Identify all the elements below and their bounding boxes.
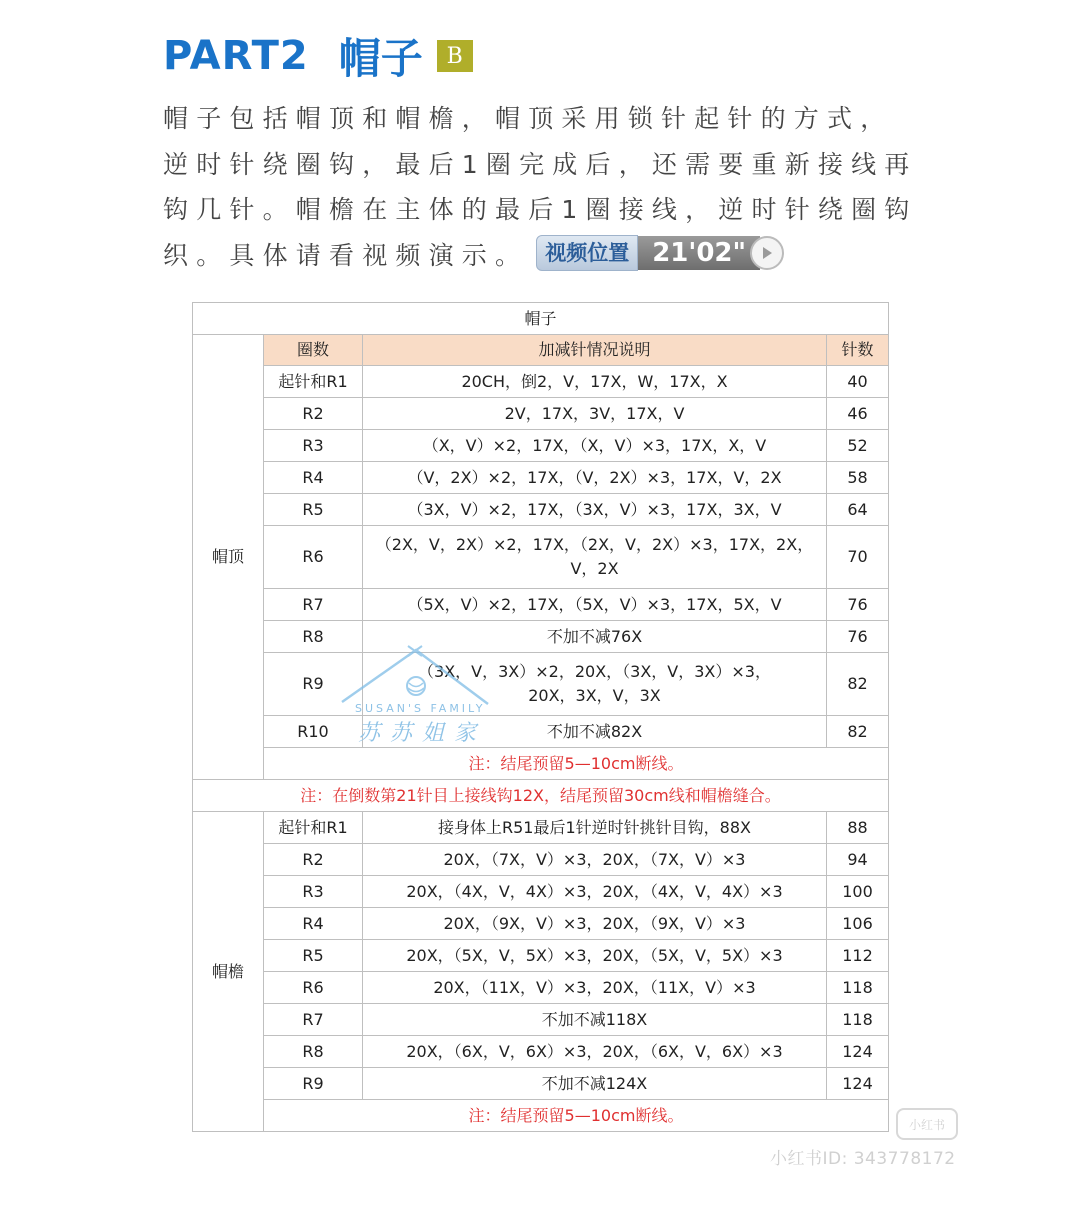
intro-text: 帽子包括帽顶和帽檐，帽顶采用锁针起针的方式，逆时针绕圈钩，最后1圈完成后，还需要重新接线再钩几针。帽檐在主体的最后1圈接线，逆时针绕圈钩织。具体请看视频演示。 (163, 104, 918, 270)
round-cell: R2 (264, 844, 363, 876)
round-cell: R10 (264, 716, 363, 748)
watermark-text-en: SUSAN'S FAMILY (355, 702, 486, 715)
desc-cell: （X，V）×2，17X，（X，V）×3，17X，X，V (363, 430, 827, 462)
round-cell: R8 (264, 1036, 363, 1068)
xiaohongshu-logo: 小红书 (896, 1108, 958, 1140)
desc-cell: 不加不减76X (363, 621, 827, 653)
count-cell: 70 (827, 526, 889, 589)
desc-cell: （V，2X）×2，17X，（V，2X）×3，17X，V，2X (363, 462, 827, 494)
header-count: 针数 (827, 335, 889, 366)
section-title (163, 30, 473, 82)
count-cell: 118 (827, 1004, 889, 1036)
table-title: 帽子 (193, 303, 889, 335)
table-row (193, 844, 889, 876)
count-cell: 118 (827, 972, 889, 1004)
desc-cell: 20X，（4X，V，4X）×3，20X，（4X，V，4X）×3 (363, 876, 827, 908)
mid-note: 注：在倒数第21针目上接线钩12X，结尾预留30cm线和帽檐缝合。 (193, 780, 889, 812)
count-cell: 112 (827, 940, 889, 972)
count-cell: 76 (827, 589, 889, 621)
table-row (193, 1036, 889, 1068)
header-desc: 加减针情况说明 (363, 335, 827, 366)
table-row (193, 940, 889, 972)
count-cell: 124 (827, 1068, 889, 1100)
brim-note-row (193, 1100, 889, 1132)
desc-cell: （5X，V）×2，17X，（5X，V）×3，17X，5X，V (363, 589, 827, 621)
round-cell: R6 (264, 526, 363, 589)
table-row (193, 653, 889, 716)
crown-note: 注：结尾预留5—10cm断线。 (264, 748, 889, 780)
round-cell: R5 (264, 940, 363, 972)
desc-cell: 20CH，倒2，V，17X，W，17X，X (363, 366, 827, 398)
table-row (193, 366, 889, 398)
brim-label: 帽檐 (193, 812, 264, 1132)
round-cell: 起针和R1 (264, 812, 363, 844)
round-cell: R6 (264, 972, 363, 1004)
table-row (193, 398, 889, 430)
round-cell: R9 (264, 653, 363, 716)
video-label: 视频位置 (536, 235, 638, 271)
round-cell: R8 (264, 621, 363, 653)
round-cell: R9 (264, 1068, 363, 1100)
header-round: 圈数 (264, 335, 363, 366)
round-cell: R3 (264, 430, 363, 462)
intro-paragraph (163, 96, 923, 278)
desc-cell: 2V，17X，3V，17X，V (363, 398, 827, 430)
count-cell: 46 (827, 398, 889, 430)
hat-pattern-table (192, 302, 889, 1132)
video-time: 21'02" (638, 236, 760, 270)
play-icon[interactable] (750, 236, 784, 270)
count-cell: 94 (827, 844, 889, 876)
count-cell: 58 (827, 462, 889, 494)
desc-cell: 20X，（9X，V）×3，20X，（9X，V）×3 (363, 908, 827, 940)
count-cell: 64 (827, 494, 889, 526)
part-name: 帽子 (338, 34, 423, 83)
desc-cell: （3X，V）×2，17X，（3X，V）×3，17X，3X，V (363, 494, 827, 526)
round-cell: R3 (264, 876, 363, 908)
table-row (193, 1068, 889, 1100)
table-row (193, 812, 889, 844)
count-cell: 100 (827, 876, 889, 908)
count-cell: 106 (827, 908, 889, 940)
table-row (193, 621, 889, 653)
round-cell: R4 (264, 908, 363, 940)
crown-label: 帽顶 (193, 335, 264, 780)
desc-cell: 20X，（6X，V，6X）×3，20X，（6X，V，6X）×3 (363, 1036, 827, 1068)
badge-b: B (437, 40, 473, 72)
crown-note-row (193, 748, 889, 780)
mid-note-row (193, 780, 889, 812)
count-cell: 82 (827, 716, 889, 748)
desc-cell: 不加不减118X (363, 1004, 827, 1036)
count-cell: 40 (827, 366, 889, 398)
desc-cell: 20X，（5X，V，5X）×3，20X，（5X，V，5X）×3 (363, 940, 827, 972)
count-cell: 76 (827, 621, 889, 653)
table-row (193, 716, 889, 748)
count-cell: 82 (827, 653, 889, 716)
desc-cell: （3X，V，3X）×2，20X，（3X，V，3X）×3，20X，3X，V，3X (363, 653, 827, 716)
round-cell: R7 (264, 589, 363, 621)
table-row (193, 589, 889, 621)
table-header (193, 335, 889, 366)
count-cell: 52 (827, 430, 889, 462)
round-cell: R7 (264, 1004, 363, 1036)
table-row (193, 494, 889, 526)
watermark-text-cn: 苏苏姐家 (358, 721, 487, 746)
round-cell: R5 (264, 494, 363, 526)
count-cell: 88 (827, 812, 889, 844)
brim-note: 注：结尾预留5—10cm断线。 (264, 1100, 889, 1132)
desc-cell: 20X，（11X，V）×3，20X，（11X，V）×3 (363, 972, 827, 1004)
desc-cell: 接身体上R51最后1针逆时针挑针目钩，88X (363, 812, 827, 844)
table-row (193, 430, 889, 462)
table-row (193, 908, 889, 940)
table-row (193, 462, 889, 494)
desc-cell: 不加不减82X (363, 716, 827, 748)
count-cell: 124 (827, 1036, 889, 1068)
round-cell: R4 (264, 462, 363, 494)
round-cell: R2 (264, 398, 363, 430)
desc-cell: 不加不减124X (363, 1068, 827, 1100)
footer-user-id: 小红书ID: 343778172 (770, 1149, 956, 1169)
table-row (193, 526, 889, 589)
part-label: PART2 (163, 33, 309, 79)
desc-cell: 20X，（7X，V）×3，20X，（7X，V）×3 (363, 844, 827, 876)
table-row (193, 972, 889, 1004)
round-cell: 起针和R1 (264, 366, 363, 398)
video-position-tag[interactable] (536, 235, 784, 271)
table-row (193, 1004, 889, 1036)
table-row (193, 876, 889, 908)
desc-cell: （2X，V，2X）×2，17X，（2X，V，2X）×3，17X，2X，V，2X (363, 526, 827, 589)
